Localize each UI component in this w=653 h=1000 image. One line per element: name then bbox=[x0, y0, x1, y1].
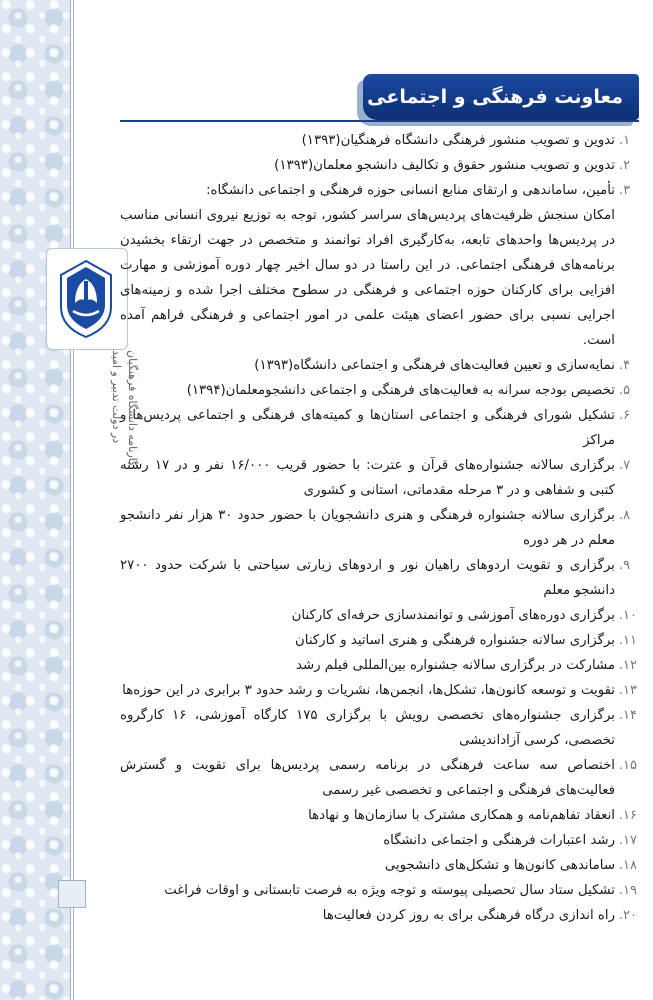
list-item-number: ۲. bbox=[619, 158, 631, 173]
page-number-box bbox=[58, 880, 86, 908]
list-item bbox=[120, 678, 637, 703]
list-item-text: اختصاص سه ساعت فرهنگی در برنامه رسمی پردیس‌ها برای تقویت و گسترش فعالیت‌های فرهنگی و اجتماعی و تخصصی غیر رسمی bbox=[120, 758, 615, 798]
list-item bbox=[120, 753, 637, 803]
list-item-number: ۲۰. bbox=[618, 908, 637, 923]
list-item bbox=[120, 853, 637, 878]
list-item-text: تدوین و تصویب منشور فرهنگی دانشگاه فرهنگیان(۱۳۹۳) bbox=[301, 133, 615, 148]
list-item-number: ۱۹. bbox=[618, 883, 637, 898]
list-item-subtext: امکان سنجش ظرفیت‌های پردیس‌های سراسر کشور، توجه به توزیع نیروی انسانی مناسب در پردیس‌ها واحدهای تابعه، به‌کارگیری افراد توانمند و متخصص در جهت ارتقاء بخشیدن برنامه‌های فرهنگی اجتماعی. در این راستا در دو سال اخیر چهار دوره آموزشی و مهارت افزایی برای کارکنان حوزه اجتماعی و فرهنگی در سطوح مختلف اجرا شده و زمینه‌های اجرایی نسبی برای حضور اعضای هیئت علمی در امور اجتماعی و فرهنگی فراهم آمده است. bbox=[120, 208, 615, 348]
list-item bbox=[120, 903, 637, 928]
achievements-list bbox=[120, 128, 637, 928]
list-item-text: انعقاد تفاهم‌نامه و همکاری مشترک با سازمان‌ها و نهادها bbox=[308, 808, 615, 823]
list-item-text: تأمین، ساماندهی و ارتقای منابع انسانی حوزه فرهنگی و اجتماعی دانشگاه: bbox=[206, 183, 615, 198]
list-item-text: رشد اعتبارات فرهنگی و اجتماعی دانشگاه bbox=[383, 833, 615, 848]
list-item-number: ۱۰. bbox=[618, 608, 637, 623]
list-item-text: تخصیص بودجه سرانه به فعالیت‌های فرهنگی و اجتماعی دانشجومعلمان(۱۳۹۴) bbox=[186, 383, 615, 398]
list-item bbox=[120, 378, 637, 403]
list-item-text: تشکیل ستاد سال تحصیلی پیوسته و توجه ویژه به فرصت تابستانی و اوقات فراغت bbox=[164, 883, 615, 898]
list-item-number: ۱۳. bbox=[618, 683, 637, 698]
list-item-text: برگزاری سالانه جشنواره فرهنگی و هنری دانشجویان با حضور حدود ۳۰ هزار نفر دانشجو معلم در هر دوره bbox=[120, 508, 615, 548]
list-item bbox=[120, 553, 637, 603]
list-item bbox=[120, 153, 637, 178]
sidebar-caption-line1: کارنامه دانشگاه فرهنگیان bbox=[126, 350, 139, 467]
list-item bbox=[120, 503, 637, 553]
list-item-number: ۱۵. bbox=[618, 758, 637, 773]
list-item-text: تقویت و توسعه کانون‌ها، تشکل‌ها، انجمن‌ها، نشریات و رشد حدود ۳ برابری در این حوزه‌ها bbox=[122, 683, 615, 698]
list-item bbox=[120, 603, 637, 628]
list-item-text: برگزاری جشنواره‌های تخصصی رویش با برگزاری ۱۷۵ کارگاه آموزشی، ۱۶ کارگروه تخصصی، کرسی آزاداندیشی bbox=[120, 708, 615, 748]
list-item bbox=[120, 628, 637, 653]
list-item bbox=[120, 703, 637, 753]
list-item-number: ۳. bbox=[619, 183, 631, 198]
sidebar-caption-line2: در دولت تدبیر و امید bbox=[110, 350, 123, 444]
list-item bbox=[120, 403, 637, 453]
list-item bbox=[120, 803, 637, 828]
list-item-text: برگزاری سالانه جشنواره‌های قرآن و عترت: با حضور قریب ۱۶/۰۰۰ نفر و در ۱۷ رشته کتبی و شفاهی و در ۳ مرحله مقدماتی، استانی و کشوری bbox=[120, 458, 615, 498]
list-item-number: ۱۷. bbox=[618, 833, 637, 848]
list-item bbox=[120, 653, 637, 678]
list-item-text: نمایه‌سازی و تعیین فعالیت‌های فرهنگی و اجتماعی دانشگاه(۱۳۹۳) bbox=[254, 358, 615, 373]
list-item-text: تدوین و تصویب منشور حقوق و تکالیف دانشجو معلمان(۱۳۹۳) bbox=[274, 158, 615, 173]
list-item-text: تشکیل شورای فرهنگی و اجتماعی استان‌ها و کمیته‌های فرهنگی و اجتماعی پردیس‌ها و مراکز bbox=[120, 408, 615, 448]
list-item bbox=[120, 828, 637, 853]
list-item-number: ۱۱. bbox=[618, 633, 637, 648]
list-item bbox=[120, 353, 637, 378]
list-item bbox=[120, 128, 637, 153]
list-item bbox=[120, 878, 637, 903]
list-item-number: ۱۴. bbox=[618, 708, 637, 723]
list-item-number: ۱. bbox=[619, 133, 631, 148]
list-item-number: ۱۸. bbox=[618, 858, 637, 873]
list-item bbox=[120, 178, 637, 203]
list-item-number: ۷. bbox=[619, 458, 631, 473]
page-title: معاونت فرهنگی و اجتماعی bbox=[367, 86, 623, 108]
list-item-number: ۵. bbox=[619, 383, 631, 398]
header-underline bbox=[120, 120, 639, 122]
list-item-text: ساماندهی کانون‌ها و تشکل‌های دانشجویی bbox=[384, 858, 615, 873]
list-item-number: ۴. bbox=[619, 358, 631, 373]
list-item-number: ۹. bbox=[619, 558, 631, 573]
list-item-text: برگزاری سالانه جشنواره فرهنگی و هنری اساتید و کارکنان bbox=[295, 633, 615, 648]
list-item bbox=[120, 453, 637, 503]
list-item-text: راه اندازی درگاه فرهنگی برای به روز کردن فعالیت‌ها bbox=[322, 908, 615, 923]
list-item-text: برگزاری دوره‌های آموزشی و توانمندسازی حرفه‌ای کارکنان bbox=[291, 608, 615, 623]
list-item-number: ۸. bbox=[619, 508, 631, 523]
list-item-number: ۱۲. bbox=[618, 658, 637, 673]
list-item-text: مشارکت در برگزاری سالانه جشنواره بین‌المللی فیلم رشد bbox=[296, 658, 615, 673]
list-item-text: برگزاری و تقویت اردوهای راهیان نور و اردوهای زیارتی سیاحتی با شرکت حدود ۲۷۰۰ دانشجو معلم bbox=[120, 558, 615, 598]
list-item-number: ۶. bbox=[619, 408, 631, 423]
farhangian-logo-icon bbox=[55, 257, 117, 341]
university-logo bbox=[46, 248, 128, 350]
list-item-number: ۱۶. bbox=[618, 808, 637, 823]
